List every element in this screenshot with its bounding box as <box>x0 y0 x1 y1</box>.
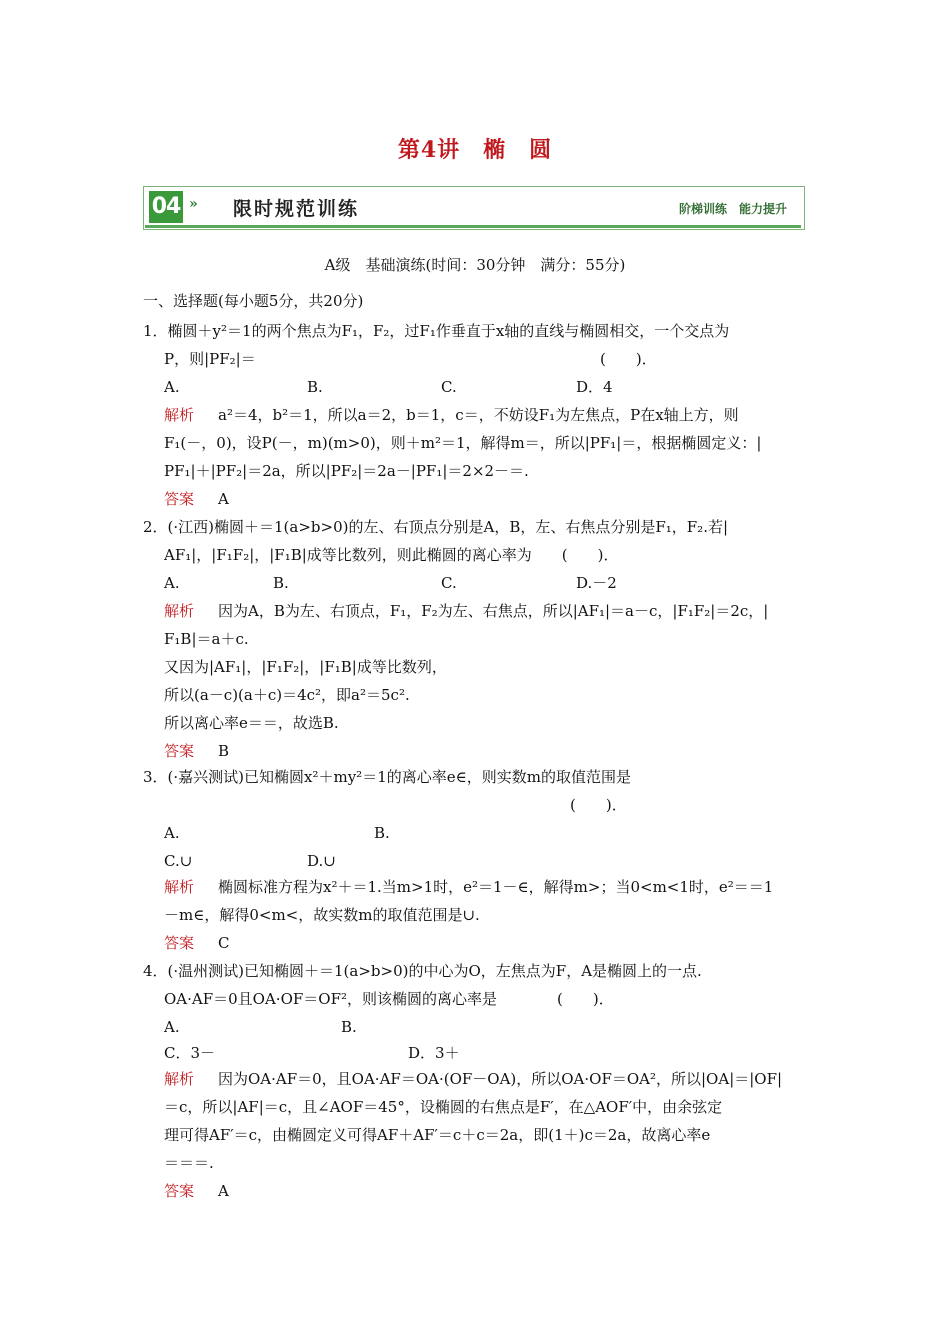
q2-answer: B <box>218 742 230 760</box>
q3-answer-label: 答案 <box>164 934 195 952</box>
banner-subtitle: 阶梯训练 能力提升 <box>678 202 787 216</box>
q1-paren: ( )． <box>600 350 657 368</box>
level-info: A级 基础演练(时间：30分钟 满分：55分) <box>324 256 626 274</box>
q1-solution-line2: F₁(－，0)，设P(－，m)(m>0)，则＋m²＝1，解得m＝，所以|PF₁|＝，根据椭圆定义：| <box>164 434 762 452</box>
q1-solution-line1: a²＝4，b²＝1，所以a＝2，b＝1，c＝，不妨设F₁为左焦点，P在x轴上方，则 <box>218 406 739 424</box>
q1-answer-label: 答案 <box>164 490 195 508</box>
section-banner <box>143 186 805 230</box>
q2-solution-line1: 因为A，B为左、右顶点，F₁，F₂为左、右焦点，所以|AF₁|＝a－c，|F₁F₂|＝2c，| <box>218 602 769 620</box>
page-title: 第4讲 椭 圆 <box>397 137 553 163</box>
q2-solution-label: 解析 <box>164 602 195 620</box>
q4-solution-line1: 因为OA·AF＝0，且OA·AF＝OA·(OF－OA)，所以OA·OF＝OA²，所以|OA|＝|OF| <box>218 1070 783 1088</box>
q1-option-d: D．4 <box>576 378 613 396</box>
section-heading: 一、选择题(每小题5分，共20分) <box>143 292 364 310</box>
q3-paren: ( )． <box>570 796 627 814</box>
q2-stem-line1: 2．(·江西)椭圆＋＝1(a>b>0)的左、右顶点分别是A，B，左、右焦点分别是F₁，F₂.若| <box>143 518 729 536</box>
q4-solution-line3: 理可得AF′＝c，由椭圆定义可得AF＋AF′＝c＋c＝2a，即(1＋)c＝2a，故离心率e <box>164 1126 711 1144</box>
q4-solution-line4: ＝＝＝. <box>164 1154 214 1172</box>
q2-solution-line4: 所以(a－c)(a＋c)＝4c²，即a²＝5c². <box>164 686 410 704</box>
q2-option-a: A. <box>164 574 180 592</box>
banner-label: 限时规范训练 <box>233 198 360 220</box>
q4-solution-label: 解析 <box>164 1070 195 1088</box>
q3-option-d: D.∪ <box>307 852 336 870</box>
q3-option-a: A. <box>164 824 180 842</box>
q4-answer-label: 答案 <box>164 1182 195 1200</box>
q4-stem-line2: OA·AF＝0且OA·OF＝OF²，则该椭圆的离心率是 ( )． <box>164 990 614 1008</box>
banner-number: 04 <box>149 191 183 223</box>
q2-answer-label: 答案 <box>164 742 195 760</box>
q2-solution-line3: 又因为|AF₁|，|F₁F₂|，|F₁B|成等比数列， <box>164 658 447 676</box>
q2-stem-line2: AF₁|，|F₁F₂|，|F₁B|成等比数列，则此椭圆的离心率为 ( )． <box>164 546 619 564</box>
q3-option-c: C.∪ <box>164 852 193 870</box>
q3-solution-line2: －m∈，解得0<m<，故实数m的取值范围是∪. <box>164 906 480 924</box>
q1-stem-line2: P，则|PF₂|＝ <box>164 350 256 368</box>
q3-stem-line1: 3．(·嘉兴测试)已知椭圆x²＋my²＝1的离心率e∈，则实数m的取值范围是 <box>143 768 631 786</box>
q4-answer: A <box>218 1182 229 1200</box>
q3-answer: C <box>218 934 230 952</box>
q1-option-b: B. <box>307 378 323 396</box>
q4-option-b: B. <box>341 1018 357 1036</box>
q4-option-c: C．3－ <box>164 1044 216 1062</box>
q3-solution-label: 解析 <box>164 878 195 896</box>
q4-stem-line1: 4．(·温州测试)已知椭圆＋＝1(a>b>0)的中心为O，左焦点为F，A是椭圆上的一点. <box>143 962 702 980</box>
q2-option-c: C. <box>441 574 457 592</box>
q4-option-d: D．3＋ <box>408 1044 460 1062</box>
q2-option-b: B. <box>273 574 289 592</box>
q1-option-a: A. <box>164 378 180 396</box>
q1-stem-line1: 1．椭圆＋y²＝1的两个焦点为F₁，F₂，过F₁作垂直于x轴的直线与椭圆相交，一个交点为 <box>143 322 730 340</box>
q2-solution-line5: 所以离心率e＝＝，故选B. <box>164 714 339 732</box>
q1-solution-line3: PF₁|＋|PF₂|＝2a，所以|PF₂|＝2a－|PF₁|＝2×2－＝. <box>164 462 529 480</box>
banner-arrow-icon: » <box>189 196 198 212</box>
q1-answer: A <box>218 490 229 508</box>
q2-option-d: D.－2 <box>576 574 617 592</box>
q4-solution-line2: ＝c，所以|AF|＝c，且∠AOF＝45°，设椭圆的右焦点是F′，在△AOF′中，由余弦定 <box>164 1098 723 1116</box>
banner-underline <box>145 225 801 228</box>
q2-solution-line2: F₁B|＝a＋c. <box>164 630 249 648</box>
q3-option-b: B. <box>374 824 390 842</box>
q1-option-c: C. <box>441 378 457 396</box>
q4-option-a: A. <box>164 1018 180 1036</box>
q1-solution-label: 解析 <box>164 406 195 424</box>
q3-solution-line1: 椭圆标准方程为x²＋＝1.当m>1时，e²＝1－∈，解得m>；当0<m<1时，e²＝＝1 <box>218 878 774 896</box>
